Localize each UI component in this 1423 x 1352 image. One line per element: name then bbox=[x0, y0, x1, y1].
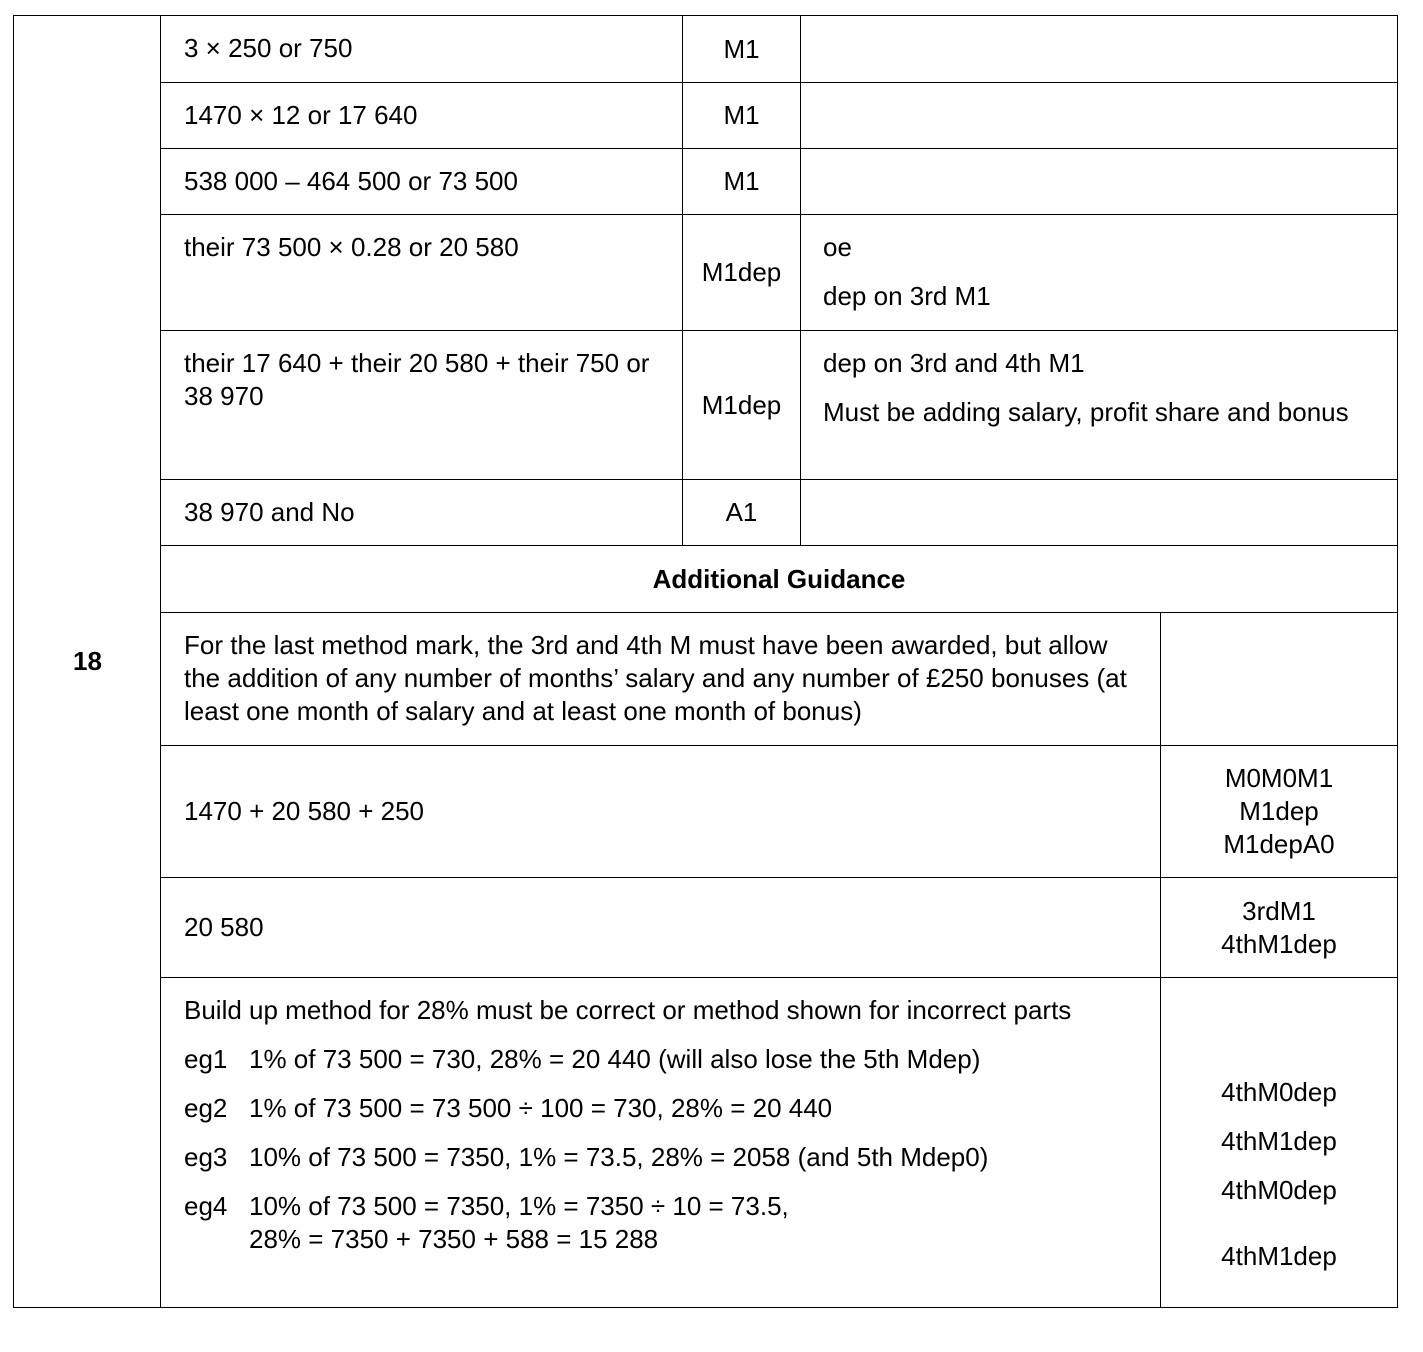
comment-cell bbox=[800, 83, 1397, 148]
comment-cell bbox=[800, 16, 1397, 82]
guidance-mark-cell bbox=[1160, 878, 1397, 977]
guidance-heading: Additional Guidance bbox=[652, 563, 906, 594]
answer-cell: 538 000 – 464 500 or 73 500 bbox=[184, 166, 518, 196]
example-mark: 4thM0dep bbox=[1221, 1077, 1337, 1107]
answer-cell: their 17 640 + their 20 580 + their 750 or 38 970 bbox=[184, 348, 650, 411]
mark-row bbox=[161, 215, 1397, 331]
comment-line: oe bbox=[823, 232, 852, 262]
example-text bbox=[249, 1190, 1120, 1256]
guidance-mark: 3rdM1 bbox=[1242, 895, 1316, 926]
mark-row bbox=[161, 480, 1397, 546]
mark-cell: M1dep bbox=[682, 331, 800, 479]
guidance-row bbox=[161, 613, 1397, 746]
comment-cell bbox=[800, 149, 1397, 214]
mark-row bbox=[161, 16, 1397, 83]
mark-cell: A1 bbox=[682, 480, 800, 545]
comment-line: dep on 3rd and 4th M1 bbox=[823, 348, 1085, 378]
guidance-row bbox=[161, 878, 1397, 978]
example-text-line: 10% of 73 500 = 7350, 1% = 7350 ÷ 10 = 73.5, bbox=[249, 1191, 789, 1221]
answer-cell: 38 970 and No bbox=[184, 497, 355, 527]
example-mark: 4thM1dep bbox=[1221, 1241, 1337, 1271]
build-up-row bbox=[161, 978, 1397, 1307]
comment-cell bbox=[800, 215, 1397, 330]
mark-cell: M1 bbox=[682, 83, 800, 148]
example-label: eg2 bbox=[184, 1093, 228, 1123]
guidance-mark: M1depA0 bbox=[1223, 829, 1335, 859]
answer-cell: 1470 × 12 or 17 640 bbox=[184, 100, 418, 130]
comment-cell bbox=[800, 331, 1397, 479]
example-mark: 4thM0dep bbox=[1221, 1175, 1337, 1205]
answer-cell: 3 × 250 or 750 bbox=[184, 33, 353, 63]
example-text: 1% of 73 500 = 73 500 ÷ 100 = 730, 28% = 20 440 bbox=[249, 1093, 833, 1123]
example-text-line: 28% = 7350 + 7350 + 588 = 15 288 bbox=[249, 1224, 659, 1254]
guidance-mark-cell bbox=[1160, 746, 1397, 877]
guidance-text: For the last method mark, the 3rd and 4th M must have been awarded, but allow the addition of any number of months’ salary and any number of £250 bonuses (at least one month of salary and at least one month of bonus) bbox=[184, 630, 1127, 726]
example-line bbox=[184, 1141, 1120, 1174]
comment-cell bbox=[800, 480, 1397, 545]
example-text: 10% of 73 500 = 7350, 1% = 73.5, 28% = 2058 (and 5th Mdep0) bbox=[249, 1142, 989, 1172]
build-up-text bbox=[161, 978, 1160, 1307]
example-line bbox=[184, 1190, 1120, 1256]
answer-cell: their 73 500 × 0.28 or 20 580 bbox=[184, 232, 519, 262]
mark-row bbox=[161, 331, 1397, 480]
guidance-mark-cell bbox=[1160, 613, 1397, 745]
guidance-header-row bbox=[161, 546, 1397, 613]
question-number: 18 bbox=[73, 646, 102, 676]
comment-line: Must be adding salary, profit share and bonus bbox=[823, 397, 1349, 427]
mark-cell: M1 bbox=[682, 16, 800, 82]
example-label: eg1 bbox=[184, 1044, 228, 1074]
example-line bbox=[184, 1043, 1120, 1076]
guidance-text: 1470 + 20 580 + 250 bbox=[184, 796, 425, 826]
mark-scheme-table bbox=[13, 15, 1398, 1308]
mark-cell: M1 bbox=[682, 149, 800, 214]
guidance-mark: 4thM1dep bbox=[1221, 928, 1337, 959]
guidance-mark: M1dep bbox=[1239, 796, 1319, 826]
example-line bbox=[184, 1092, 1120, 1125]
comment-line: dep on 3rd M1 bbox=[823, 281, 991, 311]
guidance-mark: M0M0M1 bbox=[1224, 763, 1334, 793]
example-text: 1% of 73 500 = 730, 28% = 20 440 (will also lose the 5th Mdep) bbox=[249, 1044, 981, 1074]
example-mark: 4thM1dep bbox=[1221, 1126, 1337, 1156]
example-label: eg3 bbox=[184, 1142, 228, 1172]
mark-cell: M1dep bbox=[682, 215, 800, 330]
example-label: eg4 bbox=[184, 1191, 228, 1221]
guidance-text: 20 580 bbox=[184, 912, 264, 942]
build-up-marks bbox=[1160, 978, 1397, 1307]
build-up-intro: Build up method for 28% must be correct or method shown for incorrect parts bbox=[184, 995, 1072, 1025]
guidance-row bbox=[161, 746, 1397, 878]
mark-row bbox=[161, 83, 1397, 149]
mark-row bbox=[161, 149, 1397, 215]
